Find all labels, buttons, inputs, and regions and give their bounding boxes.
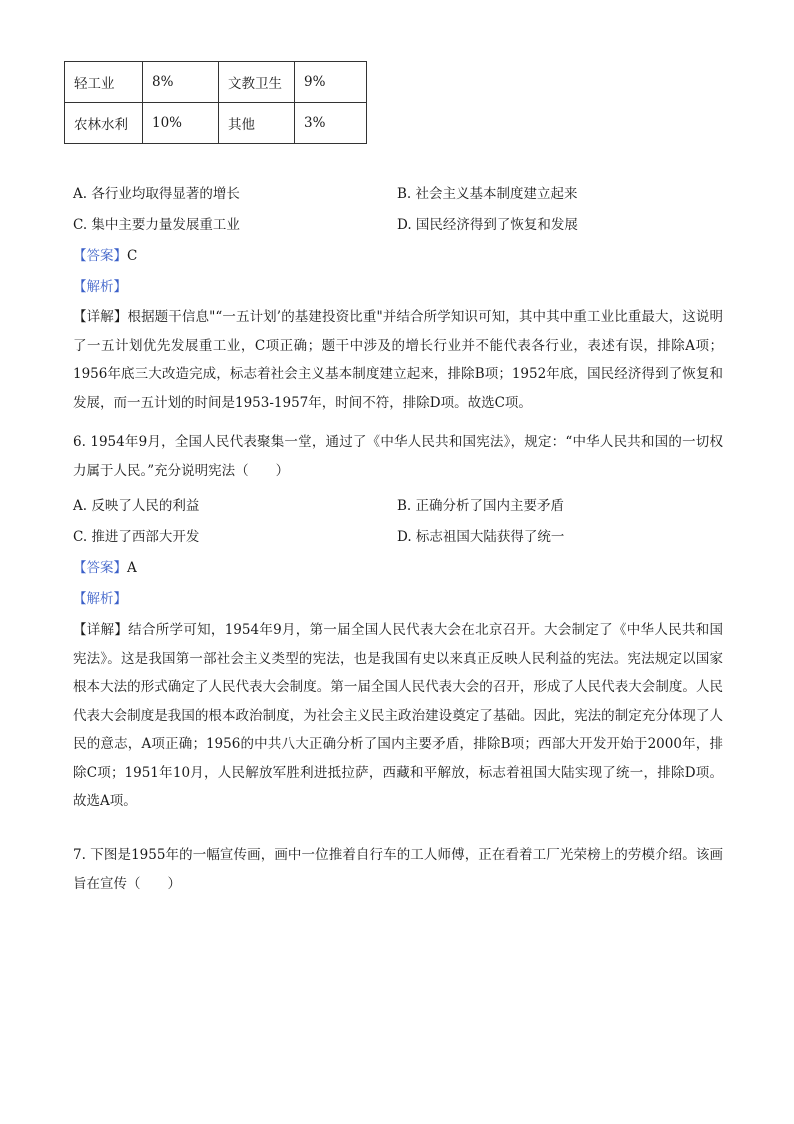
q5-answer — [73, 246, 137, 266]
q5-detail — [73, 303, 723, 417]
q7-stem: 7. 下图是1955年的一幅宣传画，画中一位推着自行车的工人师傅，正在看着工厂光荣榜上的劳模介绍。该画旨在宣传（ ） — [73, 847, 723, 892]
q6-stem: 6. 1954年9月，全国人民代表聚集一堂，通过了《中华人民共和国宪法》，规定：“中华人民共和国的一切权力属于人民。”充分说明宪法（ ） — [73, 434, 723, 479]
analysis-tag: 【解析】 — [73, 591, 127, 607]
analysis-tag: 【解析】 — [73, 279, 127, 295]
q5-option-c: C. 集中主要力量发展重工业 — [73, 217, 240, 233]
answer-value: A — [127, 560, 137, 576]
table-cell: 轻工业 — [65, 62, 143, 103]
table-cell: 9% — [295, 62, 367, 103]
detail-tag: 【详解】 — [73, 622, 129, 638]
q6-answer — [73, 558, 137, 578]
table-cell: 3% — [295, 103, 367, 144]
q5-option-b: B. 社会主义基本制度建立起来 — [397, 186, 578, 202]
q6-option-c: C. 推进了西部大开发 — [73, 529, 200, 545]
detail-text: 根据题干信息"“一五计划’的基建投资比重"并结合所学知识可知，其中其中重工业比重最大，这说明了一五计划优先发展重工业，C项正确；题干中涉及的增长行业并不能代表各行业，表述有误，排除A项；1956年底三大改造完成，标志着社会主义基本制度建立起来，排除B项；1952年底，国民经济得到了恢复和发展，而一五计划的时间是1953-1957年，时间不符，排除D项。故选C项。 — [73, 309, 723, 411]
answer-tag: 【答案】 — [73, 560, 127, 576]
q6-option-a: A. 反映了人民的利益 — [73, 498, 200, 514]
table-cell: 文教卫生 — [219, 62, 295, 103]
table-row — [65, 103, 367, 144]
table-cell: 农林水利 — [65, 103, 143, 144]
q5-option-d: D. 国民经济得到了恢复和发展 — [397, 217, 578, 233]
q5-option-a: A. 各行业均取得显著的增长 — [73, 186, 240, 202]
answer-value: C — [127, 248, 138, 264]
table-row — [65, 62, 367, 103]
table-cell: 8% — [143, 62, 219, 103]
q6-option-b: B. 正确分析了国内主要矛盾 — [397, 498, 565, 514]
table-cell: 10% — [143, 103, 219, 144]
detail-tag: 【详解】 — [73, 309, 128, 325]
q5-analysis-tag — [73, 277, 127, 297]
answer-tag: 【答案】 — [73, 248, 127, 264]
investment-table — [64, 61, 367, 144]
q6-detail — [73, 616, 723, 816]
table-cell: 其他 — [219, 103, 295, 144]
q6-option-d: D. 标志祖国大陆获得了统一 — [397, 529, 565, 545]
detail-text: 结合所学可知，1954年9月，第一届全国人民代表大会在北京召开。大会制定了《中华人民共和国宪法》。这是我国第一部社会主义类型的宪法，也是我国有史以来真正反映人民利益的宪法。宪法规定以国家根本大法的形式确定了人民代表大会制度。第一届全国人民代表大会的召开，形成了人民代表大会制度。人民代表大会制度是我国的根本政治制度，为社会主义民主政治建设奠定了基础。因此，宪法的制定充分体现了人民的意志，A项正确；1956的中共八大正确分析了国内主要矛盾，排除B项；西部大开发开始于2000年，排除C项；1951年10月，人民解放军胜利进抵拉萨，西藏和平解放，标志着祖国大陆实现了统一，排除D项。故选A项。 — [73, 622, 724, 809]
q6-analysis-tag — [73, 589, 127, 609]
